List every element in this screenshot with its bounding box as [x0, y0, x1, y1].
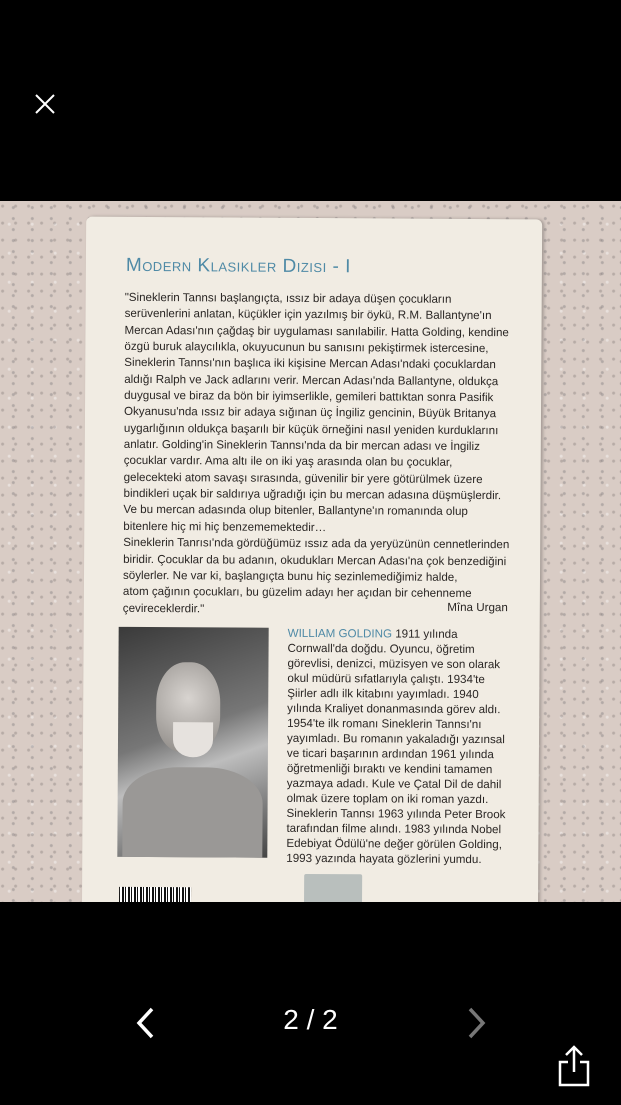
price-sticker	[304, 874, 362, 902]
bio-line: 1954'te ilk romanı Sineklerin Tannsı'nı	[287, 716, 482, 732]
blurb-line: çevireceklerdir."	[122, 601, 205, 615]
blurb-line: Sineklerin Tanrısı'nda gördüğümüz ıssız ada da yeryüzünün cennetlerinden	[123, 536, 510, 552]
bio-line: ve ticari başarının ardından 1961 yılında	[286, 746, 494, 762]
author-name: WILLIAM GOLDING	[287, 626, 393, 641]
bio-line: yayımladı. Bu romanın yakaladığı yazınsal	[286, 731, 505, 747]
blurb-line: biridir. Çocuklar da bu adanın, okudukları Mercan Adası'na çok benzediğini	[123, 552, 507, 568]
author-portrait	[117, 627, 268, 858]
bio-line: 1911 yılında	[391, 627, 458, 641]
blurb-line: söylerler. Ne var ki, başlangıçta bunu hiç sezinlemediğimiz halde,	[122, 568, 458, 584]
blurb-line: özgü buruk alaycılıkla, okuyucunun bu sanısını pekiştirmek istercesine,	[124, 339, 489, 356]
author-bio	[286, 626, 506, 867]
blurb-line: serüvenlerini anlatan, küçükler için yazılmış bir öykü, R.M. Ballantyne'ın	[124, 307, 492, 323]
bio-line: Edebiyat Ödülü'ne değer görülen Golding,	[286, 836, 502, 852]
blurb-line: Ve bu mercan adasında olup bitenler, Ballantyne'ın romanında olup	[123, 503, 468, 519]
bio-line: görevlisi, denizci, müzisyen ve son olarak	[287, 656, 501, 672]
bio-line: Sineklerin Tannsı 1963 yılında Peter Brook	[286, 806, 506, 822]
blurb-line: Mercan Adası'nın çağdaş bir uygulaması sanılabilir. Hatta Golding, kendine	[124, 323, 509, 339]
blurb-line: anlatır. Golding'in Sineklerin Tannsı'nda da bir mercan adası ve İngiliz	[123, 437, 480, 454]
blurb-line: bitenlere hiç mi hiç benzememektedir…	[123, 519, 327, 534]
bio-line: olmak üzere toplam on iki roman yazdı.	[286, 791, 489, 807]
blurb-line: "Sineklerin Tannsı başlangıçta, ıssız bir adaya düşen çocukların	[124, 290, 452, 306]
blurb-line: gelecekteki atom savaşı sırasında, güvenilir bir yere götürülmek üzere	[123, 470, 483, 486]
bio-line: öğretmenliği bıraktı ve kendini tamamen	[286, 761, 493, 777]
bio-line: okul müdürü sıfatlarıyla çalıştı. 1934'te	[287, 671, 485, 687]
blurb-line: uygarlığının oldukça başarılı bir küçük örneğini nasıl yeniden kurduklarını	[123, 421, 499, 437]
bio-line: 1993 yazında hayata gözlerini yumdu.	[286, 851, 482, 867]
barcode	[119, 887, 191, 902]
bio-line: yazmaya adadı. Kule ve Çatal Dil de dahil	[286, 776, 502, 792]
blurb	[123, 290, 511, 619]
blurb-line: duygusal ve biraz da bön bir iyimserlikle, gemileri battıktan sonra Pasifik	[124, 388, 494, 405]
bio-line: Cornwall'da doğdu. Oyuncu, öğretim	[287, 641, 475, 656]
blurb-line: atom çağının çocukları, bu güzelim adayı her açıdan bir cehenneme	[122, 585, 472, 601]
blurb-line: Okyanusu'nda ıssız bir adaya sığınan üç İngiliz gencinin, Büyük Britanya	[123, 405, 497, 421]
bio-line: tarafından filme alındı. 1983 yılında Nobel	[286, 821, 502, 837]
blurb-author: Mîna Urgan	[447, 600, 508, 615]
blurb-line: bindikleri uçak bir saldırıya uğradığı için bu mercan adasına düşmüşlerdir.	[123, 486, 502, 503]
book-back-cover	[82, 217, 542, 902]
blurb-line: çocuklar vardır. Ama altı ile on iki yaş arasında olan bu çocuklar,	[123, 454, 453, 470]
photo	[0, 201, 621, 902]
share-icon	[556, 1044, 592, 1088]
bio-line: yılında Kraliyet donanmasında görev aldı.	[287, 701, 501, 717]
bio-line: Şiirler adlı ilk kitabını yayımladı. 1940	[287, 686, 479, 702]
blurb-line: Sineklerin Tannsı'nın başlıca iki kişisine Mercan Adası'ndaki çocuklardan	[124, 356, 496, 372]
blurb-line: aldığı Ralph ve Jack adlarını verir. Mercan Adası'nda Ballantyne, oldukça	[124, 372, 499, 388]
close-icon	[33, 92, 57, 116]
chevron-right-icon	[462, 1003, 492, 1043]
series-title: Modern Klasikler Dizisi - I	[125, 254, 351, 278]
next-button[interactable]	[462, 1003, 492, 1043]
close-button[interactable]	[33, 92, 57, 116]
image-counter: 2 / 2	[283, 1004, 338, 1035]
share-button[interactable]	[556, 1044, 592, 1088]
